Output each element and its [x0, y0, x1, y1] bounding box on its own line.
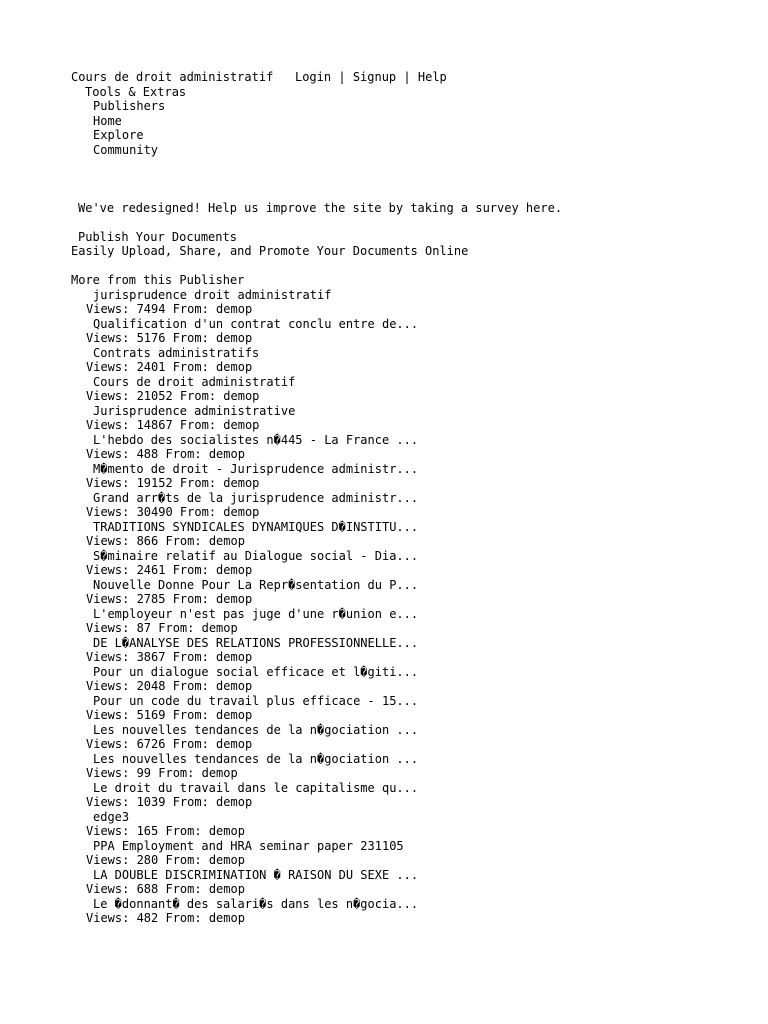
publish-subtitle: Easily Upload, Share, and Promote Your Documents Online — [71, 244, 469, 258]
survey-banner[interactable] — [71, 201, 751, 216]
document-title-link[interactable]: jurisprudence droit administratif — [93, 287, 332, 302]
document-title-link[interactable]: Le �donnant� des salari�s dans les n�gocia... — [93, 896, 419, 911]
document-views-meta: Views: 2785 From: demop — [86, 592, 253, 606]
document-views-meta: Views: 280 From: demop — [86, 853, 245, 867]
document-title-link[interactable]: S�minaire relatif au Dialogue social - Dia... — [93, 548, 419, 563]
document-title-link[interactable]: DE L�ANALYSE DES RELATIONS PROFESSIONNELLE... — [93, 635, 419, 650]
document-title-link[interactable]: Pour un dialogue social efficace et l�giti... — [93, 664, 419, 679]
document-views-meta: Views: 165 From: demop — [86, 824, 245, 838]
separator: | — [403, 70, 411, 84]
document-views-meta: Views: 30490 From: demop — [86, 505, 260, 519]
document-title-link[interactable]: Jurisprudence administrative — [93, 403, 296, 418]
document-views-meta: Views: 7494 From: demop — [86, 302, 253, 316]
document-views-meta: Views: 3867 From: demop — [86, 650, 253, 664]
document-title-link[interactable]: Pour un code du travail plus efficace - 15... — [93, 693, 419, 708]
document-views-meta: Views: 488 From: demop — [86, 447, 245, 461]
document-views-meta: Views: 2048 From: demop — [86, 679, 253, 693]
document-views-meta: Views: 2401 From: demop — [86, 360, 253, 374]
site-title: Cours de droit administratif — [71, 70, 274, 84]
document-views-meta: Views: 99 From: demop — [86, 766, 238, 780]
document-title-link[interactable]: Le droit du travail dans le capitalisme qu... — [93, 780, 419, 795]
document-title-link[interactable]: PPA Employment and HRA seminar paper 231105 — [93, 838, 404, 853]
nav-item-community[interactable]: Community — [93, 142, 159, 157]
document-title-link[interactable]: Les nouvelles tendances de la n�gociation ... — [93, 722, 419, 737]
document-title-link[interactable]: Qualification d'un contrat conclu entre de... — [93, 316, 419, 331]
document-views-meta: Views: 482 From: demop — [86, 911, 245, 925]
spacer — [71, 157, 751, 186]
separator: | — [338, 70, 346, 84]
more-from-publisher-heading: More from this Publisher — [71, 273, 245, 287]
nav-item-home[interactable]: Home — [93, 113, 122, 128]
document-title-link[interactable]: Contrats administratifs — [93, 345, 260, 360]
document-views-meta: Views: 866 From: demop — [86, 534, 245, 548]
signup-link[interactable]: Signup — [352, 70, 397, 84]
document-views-meta: Views: 5176 From: demop — [86, 331, 253, 345]
document-title-link[interactable]: TRADITIONS SYNDICALES DYNAMIQUES D�INSTITU... — [93, 519, 419, 534]
document-views-meta: Views: 19152 From: demop — [86, 476, 260, 490]
document-views-meta: Views: 1039 From: demop — [86, 795, 253, 809]
nav-tools-extras[interactable]: Tools & Extras — [85, 84, 187, 99]
survey-banner-text[interactable]: We've redesigned! Help us improve the site by taking a survey here. — [78, 200, 563, 215]
login-link[interactable]: Login — [294, 70, 332, 84]
document-views-meta: Views: 688 From: demop — [86, 882, 245, 896]
document-list — [71, 288, 751, 926]
spacer — [71, 215, 751, 230]
document-views-meta: Views: 14867 From: demop — [86, 418, 260, 432]
document-title-link[interactable]: edge3 — [93, 809, 130, 824]
document-title-link[interactable]: Cours de droit administratif — [93, 374, 296, 389]
document-views-meta: Views: 5169 From: demop — [86, 708, 253, 722]
header-bar — [71, 70, 751, 85]
help-link[interactable]: Help — [417, 70, 447, 84]
nav-item-publishers[interactable]: Publishers — [93, 99, 166, 113]
document-views-meta: Views: 2461 From: demop — [86, 563, 253, 577]
nav-item-explore[interactable]: Explore — [93, 128, 144, 142]
document-views-meta: Views: 6726 From: demop — [86, 737, 253, 751]
document-title-link[interactable]: Grand arr�ts de la jurisprudence administr... — [93, 490, 419, 505]
publish-title: Publish Your Documents — [78, 229, 237, 244]
document-title-link[interactable]: L'employeur n'est pas juge d'une r�union e... — [93, 606, 419, 621]
document-title-link[interactable]: M�mento de droit - Jurisprudence administr... — [93, 461, 419, 476]
document-views-meta: Views: 21052 From: demop — [86, 389, 260, 403]
document-title-link[interactable]: Les nouvelles tendances de la n�gociation ... — [93, 751, 419, 766]
spacer — [71, 259, 751, 274]
document-views-meta: Views: 87 From: demop — [86, 621, 238, 635]
spacer — [71, 186, 751, 201]
document-title-link[interactable]: LA DOUBLE DISCRIMINATION � RAISON DU SEXE ... — [93, 867, 419, 882]
document-title-link[interactable]: Nouvelle Donne Pour La Repr�sentation du P... — [93, 577, 419, 592]
document-title-link[interactable]: L'hebdo des socialistes n�445 - La France ... — [93, 432, 419, 447]
